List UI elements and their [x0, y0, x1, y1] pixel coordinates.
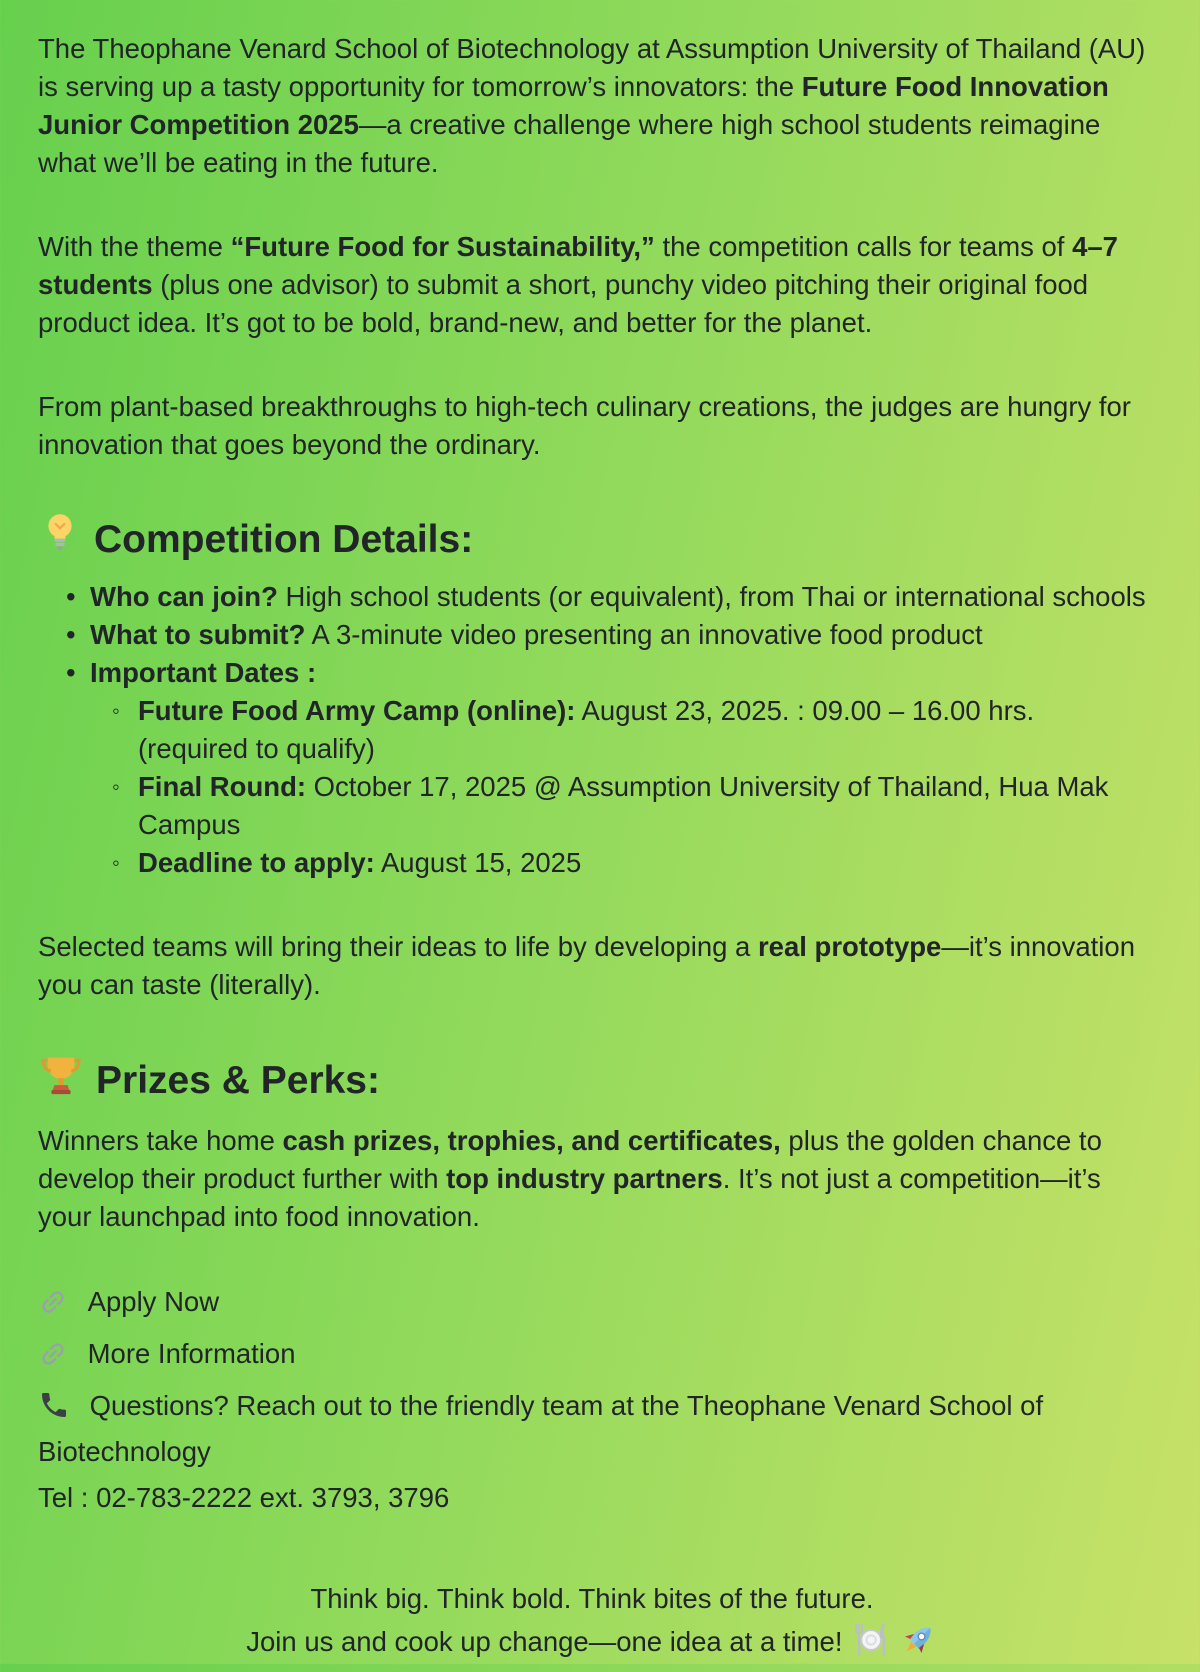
intro-paragraph-3: From plant-based breakthroughs to high-tech culinary creations, the judges are hungry for innovation that goes beyond the ordinary. [38, 391, 1131, 460]
questions-line [38, 1386, 1146, 1472]
footer-line-1: Think big. Think bold. Think bites of the future. [310, 1583, 874, 1614]
list-item: • What to submit? A 3-minute video presenting an innovative food product [66, 616, 1146, 654]
sub-bullet-marker: ◦ [112, 698, 120, 723]
bullet-marker: • [66, 619, 76, 650]
footer-line-2: Join us and cook up change—one idea at a time! [38, 1620, 1146, 1672]
more-information-link[interactable] [38, 1334, 1146, 1380]
tel-line: Tel : 02-783-2222 ext. 3793, 3796 [38, 1482, 450, 1513]
competition-details-list [38, 578, 1146, 882]
apply-now-link[interactable] [38, 1282, 1146, 1328]
more-information-label: More Information [87, 1338, 296, 1369]
intro-paragraph-2: With the theme “Future Food for Sustainability,” the competition calls for teams of 4–7 students (plus one advisor) to submit a short, punchy video pitching their original food product idea. It’s got to be bold, brand-new, and better for the planet. [38, 231, 1118, 338]
phone-icon [38, 1396, 78, 1427]
intro-paragraph-1: The Theophane Venard School of Biotechnology at Assumption University of Thailand (AU) is serving up a tasty opportunity for tomorrow’s innovators: the Future Food Innovation Junior Competition 2025—a creative challenge where high school students reimagine what we’ll be eating in the future. [38, 33, 1146, 178]
list-item: • Important Dates : [66, 654, 1146, 692]
list-item: ◦ Future Food Army Camp (online): August 23, 2025. : 09.00 – 16.00 hrs. (required to qualify) [112, 692, 1146, 768]
bullet-marker: • [66, 581, 76, 612]
prototype-paragraph: Selected teams will bring their ideas to life by developing a real prototype—it’s innovation you can taste (literally). [38, 931, 1135, 1000]
list-item: • Who can join? High school students (or equivalent), from Thai or international schools [66, 578, 1146, 616]
sub-bullet-marker: ◦ [112, 850, 120, 875]
prizes-paragraph: Winners take home cash prizes, trophies, and certificates, plus the golden chance to develop their product further with top industry partners. It’s not just a competition—it’s your launchpad into food innovation. [38, 1125, 1102, 1232]
lightbulb-icon [38, 510, 82, 570]
apply-now-label: Apply Now [87, 1286, 220, 1317]
prizes-perks-title: Prizes & Perks: [96, 1059, 380, 1102]
link-icon [38, 1292, 76, 1323]
list-item: ◦ Deadline to apply: August 15, 2025 [112, 844, 1146, 882]
competition-details-heading [38, 510, 1146, 570]
sub-bullet-marker: ◦ [112, 774, 120, 799]
prizes-perks-heading [38, 1050, 1146, 1112]
questions-label: Questions? Reach out to the friendly team at the Theophane Venard School of Biotechnology [38, 1390, 1044, 1467]
link-icon [38, 1344, 76, 1375]
links-block [38, 1282, 1146, 1518]
list-item: ◦ Final Round: October 17, 2025 @ Assumption University of Thailand, Hua Mak Campus [112, 768, 1146, 844]
competition-details-title: Competition Details: [94, 518, 474, 561]
bullet-marker: • [66, 657, 76, 688]
trophy-icon [38, 1050, 84, 1112]
rocket-icon [898, 1635, 938, 1666]
fork-knife-plate-icon [850, 1635, 898, 1666]
footer [38, 1578, 1146, 1672]
